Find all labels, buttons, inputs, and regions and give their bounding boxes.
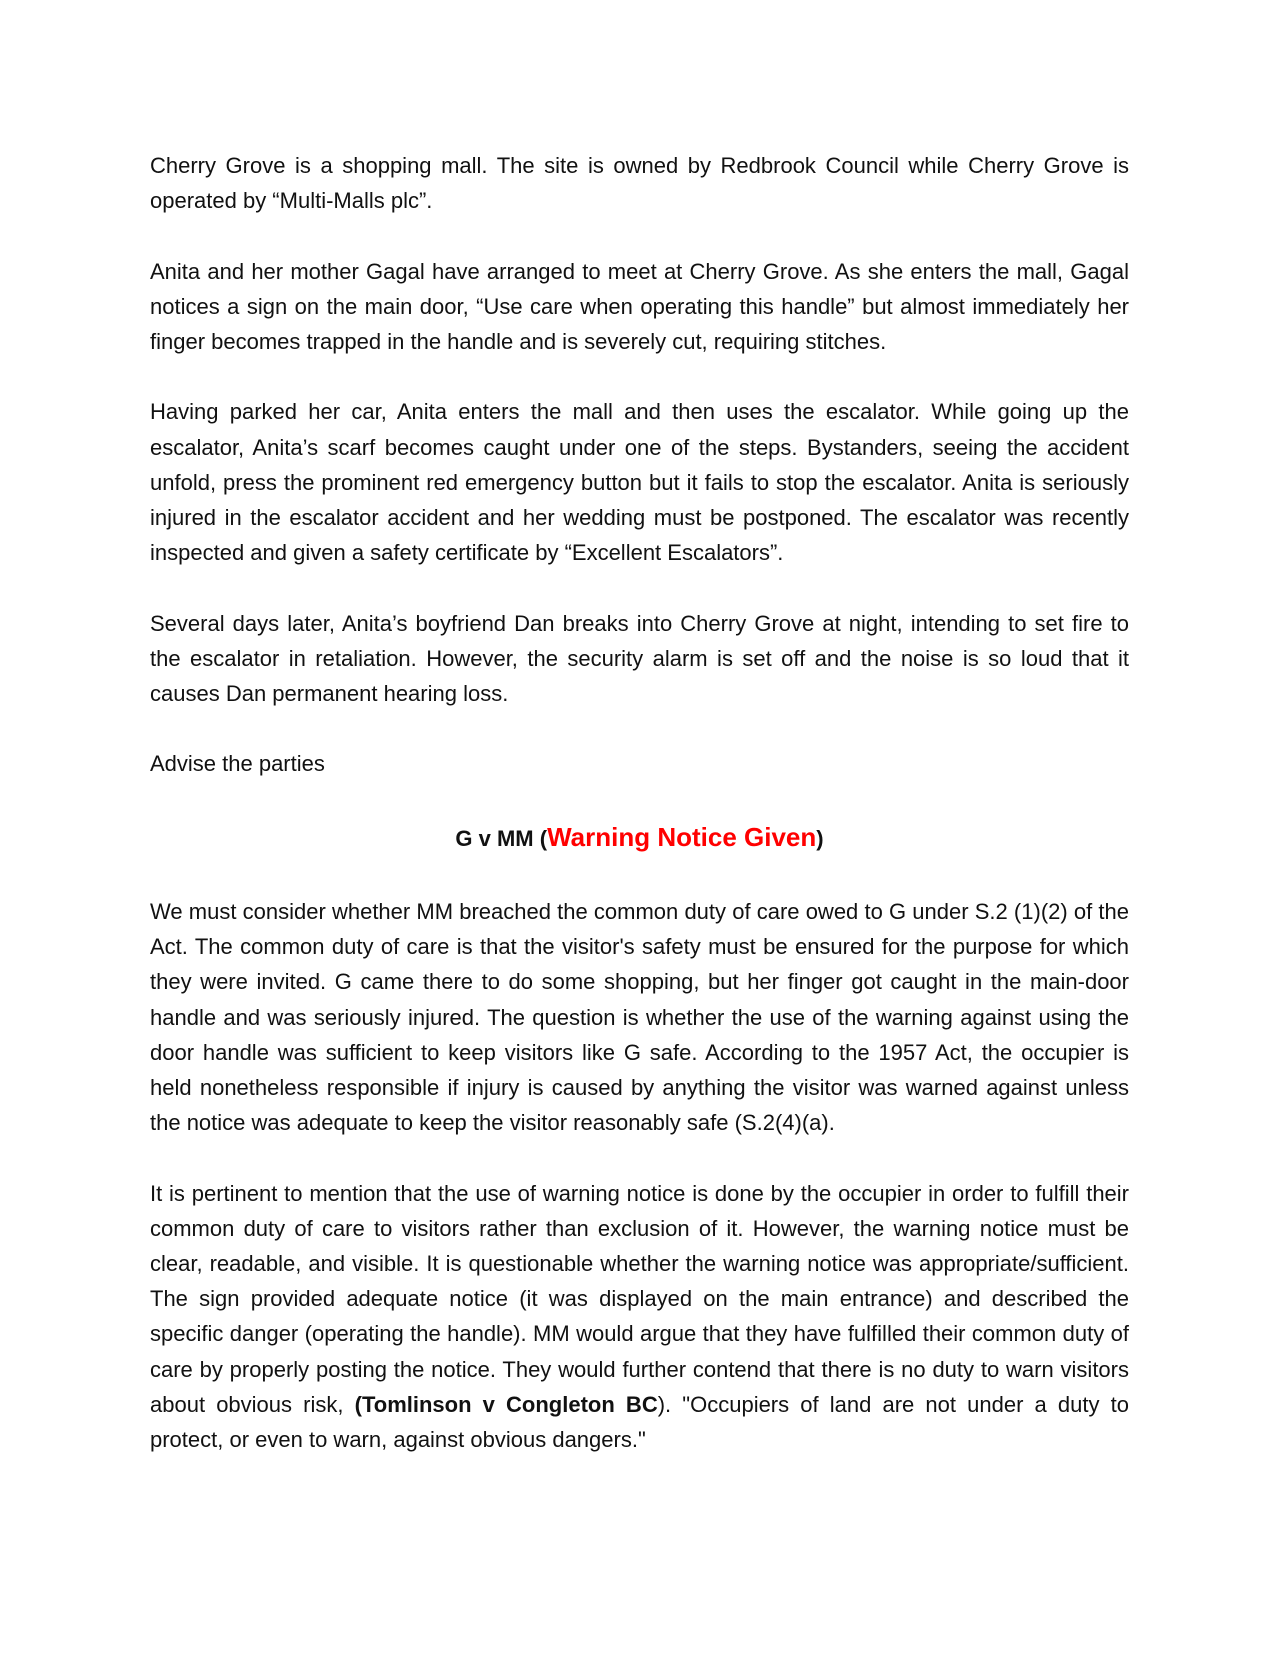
analysis-paragraph-2-quote: ). "Occupiers of land are not under a duty to protect, or even to warn, against obvious dangers." bbox=[150, 1391, 1129, 1452]
analysis-paragraph-1: We must consider whether MM breached the common duty of care owed to G under S.2 (1)(2) of the Act. The common duty of care is that the visitor's safety must be ensured for the purpose for which they were invited. G came there to do some shopping, but her finger got caught in the main-door handle and was seriously injured. The question is whether the use of the warning against using the door handle was sufficient to keep visitors like G safe. According to the 1957 Act, the occupier is held nonetheless responsible if injury is caused by anything the visitor was warned against unless the notice was adequate to keep the visitor reasonably safe (S.2(4)(a). bbox=[150, 898, 1129, 1136]
section-heading-suffix: ) bbox=[816, 825, 824, 851]
section-heading bbox=[150, 817, 1129, 859]
analysis-paragraph-2-text: It is pertinent to mention that the use of warning notice is done by the occupier in order to fulfill their common duty of care to visitors rather than exclusion of it. However, the warning notice must be clear, readable, and visible. It is questionable whether the warning notice was appropriate/sufficient. The sign provided adequate notice (it was displayed on the main entrance) and described the specific danger (operating the handle). MM would argue that they have fulfilled their common duty of care by properly posting the notice. They would further contend that there is no duty to warn visitors about obvious risk, bbox=[150, 1180, 1129, 1417]
analysis-paragraph-2 bbox=[150, 1176, 1129, 1458]
facts-paragraph-3: Having parked her car, Anita enters the mall and then uses the escalator. While going up the escalator, Anita’s scarf becomes caught under one of the steps. Bystanders, seeing the accident unfold, press the prominent red emergency button but it fails to stop the escalator. Anita is seriously injured in the escalator accident and her wedding must be postponed. The escalator was recently inspected and given a safety certificate by “Excellent Escalators”. bbox=[150, 399, 1129, 566]
facts-paragraph-1: Cherry Grove is a shopping mall. The site is owned by Redbrook Council while Cherry Grove is operated by “Multi-Malls plc”. bbox=[150, 153, 1129, 214]
document-page bbox=[150, 148, 1129, 1457]
instruction-line: Advise the parties bbox=[150, 751, 325, 777]
section-heading-accent: Warning Notice Given bbox=[547, 821, 817, 852]
facts-paragraph-2: Anita and her mother Gagal have arranged to meet at Cherry Grove. As she enters the mall, Gagal notices a sign on the main door, “Use care when operating this handle” but almost immediately her finger becomes trapped in the handle and is severely cut, requiring stitches. bbox=[150, 258, 1129, 354]
case-citation: (Tomlinson v Congleton BC bbox=[354, 1391, 658, 1417]
facts-paragraph-4: Several days later, Anita’s boyfriend Dan breaks into Cherry Grove at night, intending to set fire to the escalator in retaliation. However, the security alarm is set off and the noise is so loud that it causes Dan permanent hearing loss. bbox=[150, 610, 1129, 706]
section-heading-prefix: G v MM ( bbox=[455, 825, 548, 851]
